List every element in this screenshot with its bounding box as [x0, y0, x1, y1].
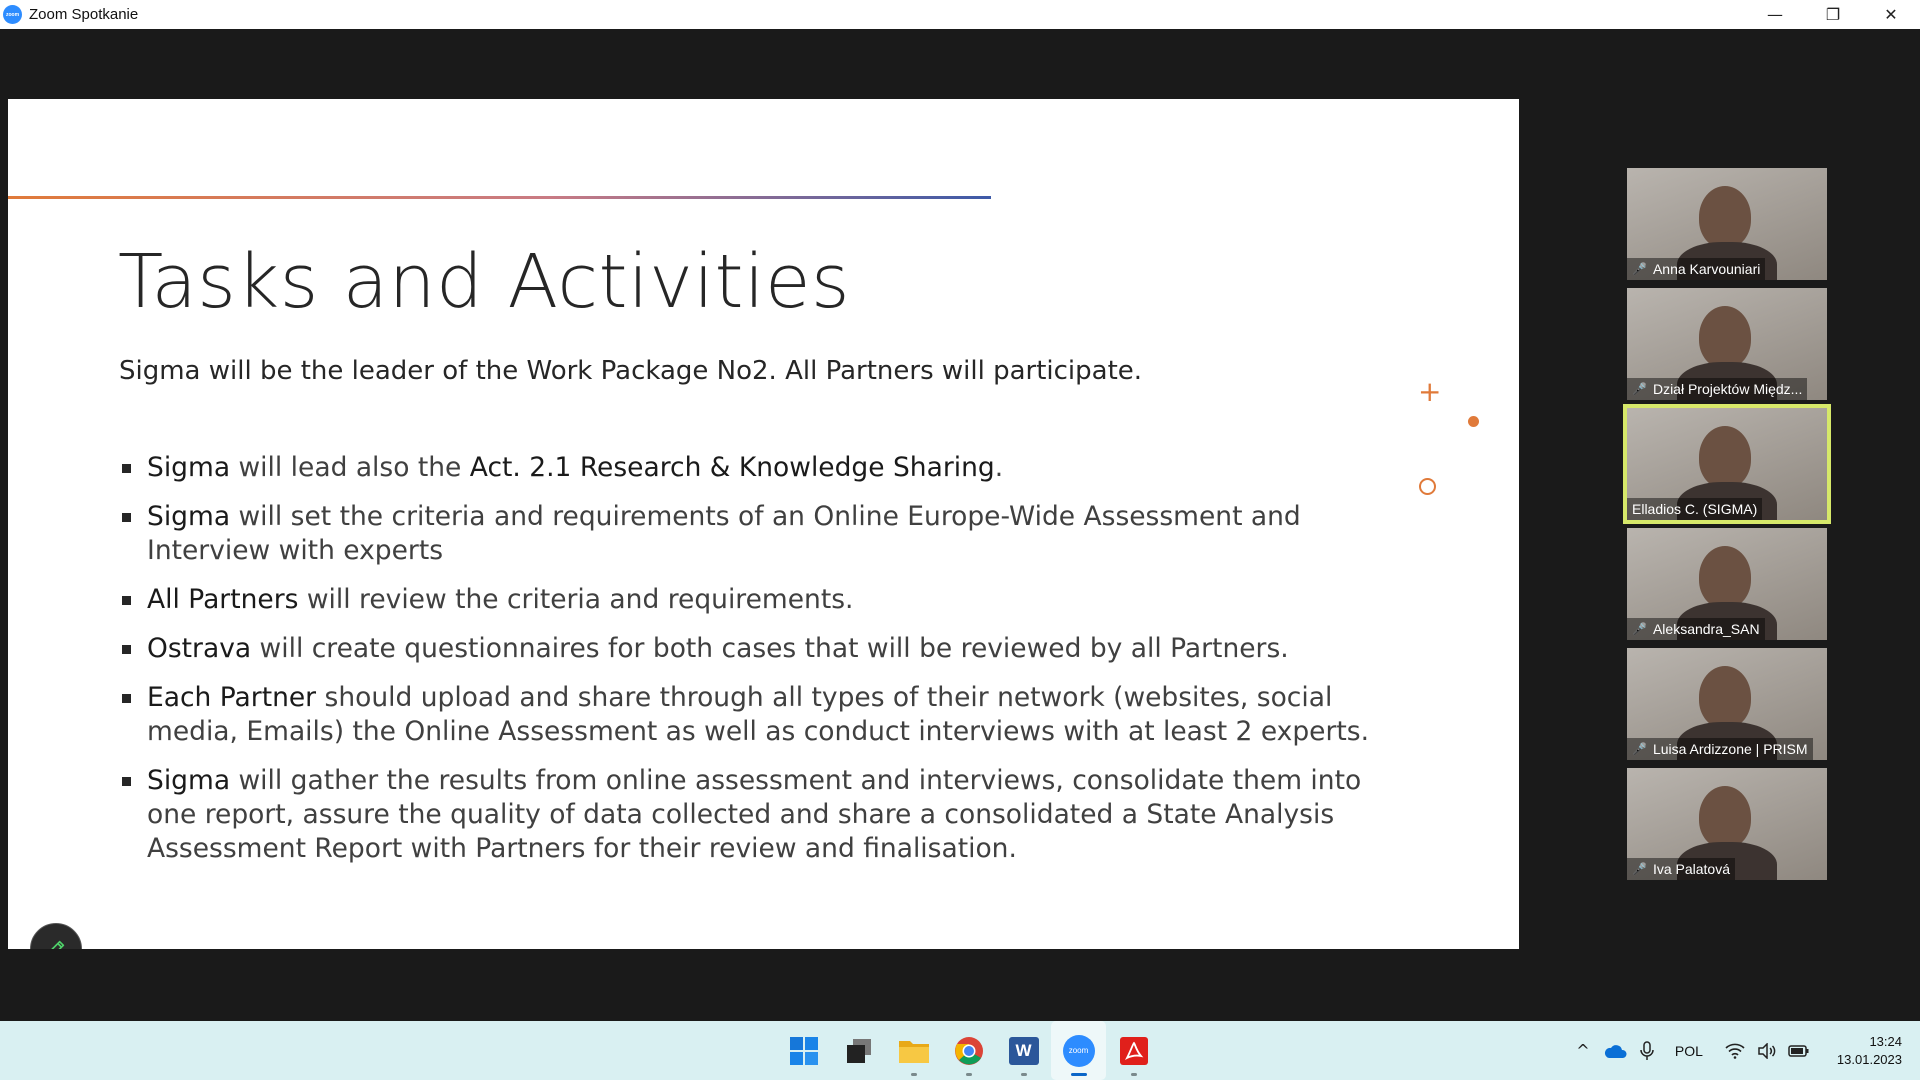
minimize-button[interactable]	[1746, 0, 1804, 29]
running-indicator	[966, 1073, 972, 1076]
wifi-icon	[1725, 1043, 1745, 1059]
bullet-tail: .	[994, 452, 1004, 483]
restore-icon: ❐	[1825, 5, 1841, 24]
show-hidden-icons-button[interactable]	[1567, 1041, 1599, 1060]
minimize-icon: —	[1767, 5, 1783, 24]
bullet-activity: Act. 2.1 Research & Knowledge Sharing	[469, 452, 995, 483]
participant-name: Iva Palatová	[1652, 861, 1731, 877]
bullet-item	[119, 632, 1389, 666]
participant-video-head	[1699, 546, 1751, 608]
battery-icon	[1788, 1044, 1810, 1058]
participant-video-head	[1699, 666, 1751, 728]
participant-tile[interactable]	[1627, 648, 1827, 760]
battery-button[interactable]	[1783, 1044, 1815, 1058]
clock-time: 13:24	[1869, 1033, 1902, 1049]
muted-mic-icon: 🎤	[1632, 622, 1647, 636]
participant-label	[1627, 618, 1765, 640]
bullet-lead: Sigma	[147, 501, 231, 532]
taskbar-apps	[776, 1021, 1161, 1080]
participant-label	[1627, 738, 1813, 760]
word-button[interactable]	[996, 1021, 1051, 1080]
task-view-button[interactable]	[831, 1021, 886, 1080]
running-indicator	[911, 1073, 917, 1076]
participant-tile-active-speaker[interactable]	[1627, 408, 1827, 520]
bullet-text: will gather the results from online assessment and interviews, consolidate them into one report, assure the quality of data collected and share a consolidated a State Analysis Assessment Report with Partners for their review and finalisation.	[147, 765, 1362, 864]
folder-icon	[898, 1037, 930, 1065]
running-indicator	[1131, 1073, 1137, 1076]
onedrive-button[interactable]	[1599, 1043, 1631, 1059]
close-icon: ✕	[1884, 5, 1898, 24]
shared-screen-slide	[8, 99, 1519, 949]
zoom-taskbar-button[interactable]	[1051, 1021, 1106, 1080]
participant-label	[1627, 498, 1762, 520]
chrome-button[interactable]	[941, 1021, 996, 1080]
bullet-item	[119, 500, 1389, 568]
acrobat-icon	[1119, 1036, 1149, 1066]
zoom-logo-icon	[3, 5, 22, 24]
file-explorer-button[interactable]	[886, 1021, 941, 1080]
bullet-text: will review the criteria and requirements.	[298, 584, 854, 615]
zoom-icon-text: zoom	[1068, 1046, 1089, 1055]
start-button[interactable]	[776, 1021, 831, 1080]
bullet-text: will create questionnaires for both cases that will be reviewed by all Partners.	[251, 633, 1289, 664]
acrobat-button[interactable]	[1106, 1021, 1161, 1080]
participant-label	[1627, 378, 1807, 400]
windows-start-icon	[789, 1036, 819, 1066]
participant-tile[interactable]	[1627, 768, 1827, 880]
bullet-item	[119, 451, 1389, 485]
running-indicator	[1071, 1073, 1087, 1076]
speaker-icon	[1757, 1043, 1777, 1059]
participant-label	[1627, 858, 1735, 880]
word-icon-letter: W	[1015, 1040, 1032, 1060]
participant-video-head	[1699, 306, 1751, 368]
chevron-up-icon: ^	[1576, 1041, 1590, 1060]
participant-tile[interactable]	[1627, 168, 1827, 280]
microphone-icon	[1639, 1041, 1655, 1061]
participant-video-head	[1699, 186, 1751, 248]
slide-accent-line	[8, 196, 991, 199]
muted-mic-icon: 🎤	[1632, 262, 1647, 276]
participant-gallery	[1627, 168, 1827, 888]
volume-button[interactable]	[1751, 1043, 1783, 1059]
onedrive-cloud-icon	[1603, 1043, 1627, 1059]
slide-bullet-list	[119, 451, 1389, 881]
clock-date: 13.01.2023	[1836, 1051, 1902, 1067]
decor-ring-icon	[1419, 478, 1436, 495]
annotate-pen-button[interactable]	[30, 923, 82, 949]
bullet-lead: Sigma	[147, 765, 231, 796]
restore-button[interactable]	[1804, 0, 1862, 29]
participant-video-head	[1699, 786, 1751, 848]
bullet-text: will lead also the	[230, 452, 470, 483]
slide-subtitle: Sigma will be the leader of the Work Package No2. All Partners will participate.	[119, 356, 1143, 386]
window-title: Zoom Spotkanie	[29, 6, 139, 23]
word-icon	[1009, 1037, 1039, 1065]
participant-video-head	[1699, 426, 1751, 488]
muted-mic-icon: 🎤	[1632, 742, 1647, 756]
participant-name: Aleksandra_SAN	[1652, 621, 1760, 637]
participant-label	[1627, 258, 1765, 280]
system-tray	[1567, 1021, 1920, 1080]
slide-title: Tasks and Activities	[118, 239, 851, 325]
participant-name: Dział Projektów Międz...	[1652, 381, 1803, 397]
zoom-logo-text: zoom	[5, 11, 20, 18]
bullet-item	[119, 681, 1389, 749]
window-controls	[1746, 0, 1920, 29]
network-button[interactable]	[1719, 1043, 1751, 1059]
participant-name: Luisa Ardizzone | PRISM	[1652, 741, 1808, 757]
bullet-lead: Each Partner	[147, 682, 317, 713]
input-language-indicator[interactable]: POL	[1674, 1042, 1703, 1059]
bullet-lead: All Partners	[147, 584, 299, 615]
bullet-text: will set the criteria and requirements of an Online Europe-Wide Assessment and Interview with experts	[147, 501, 1301, 566]
pencil-icon	[45, 938, 67, 949]
participant-name: Anna Karvouniari	[1652, 261, 1761, 277]
running-indicator	[1021, 1073, 1027, 1076]
zoom-taskbar-icon	[1063, 1035, 1095, 1067]
microphone-button[interactable]	[1631, 1041, 1663, 1061]
participant-tile[interactable]	[1627, 288, 1827, 400]
task-view-icon	[844, 1036, 874, 1066]
muted-mic-icon: 🎤	[1632, 862, 1647, 876]
bullet-item	[119, 583, 1389, 617]
muted-mic-icon: 🎤	[1632, 382, 1647, 396]
close-button[interactable]	[1862, 0, 1920, 29]
bullet-text: should upload and share through all types of their network (websites, social media, Emails) the Online Assessment as well as conduct interviews with at least 2 experts.	[147, 682, 1369, 747]
windows-taskbar	[0, 1021, 1920, 1080]
decor-plus-icon: +	[1418, 375, 1442, 408]
participant-name: Elladios C. (SIGMA)	[1632, 501, 1758, 517]
bullet-item	[119, 764, 1389, 866]
window-title-bar	[0, 0, 1920, 29]
participant-tile[interactable]	[1627, 528, 1827, 640]
chrome-icon	[954, 1036, 984, 1066]
decor-dot-icon	[1468, 416, 1479, 427]
bullet-lead: Sigma	[147, 452, 231, 483]
bullet-lead: Ostrava	[147, 633, 252, 664]
taskbar-clock[interactable]	[1837, 1033, 1902, 1069]
